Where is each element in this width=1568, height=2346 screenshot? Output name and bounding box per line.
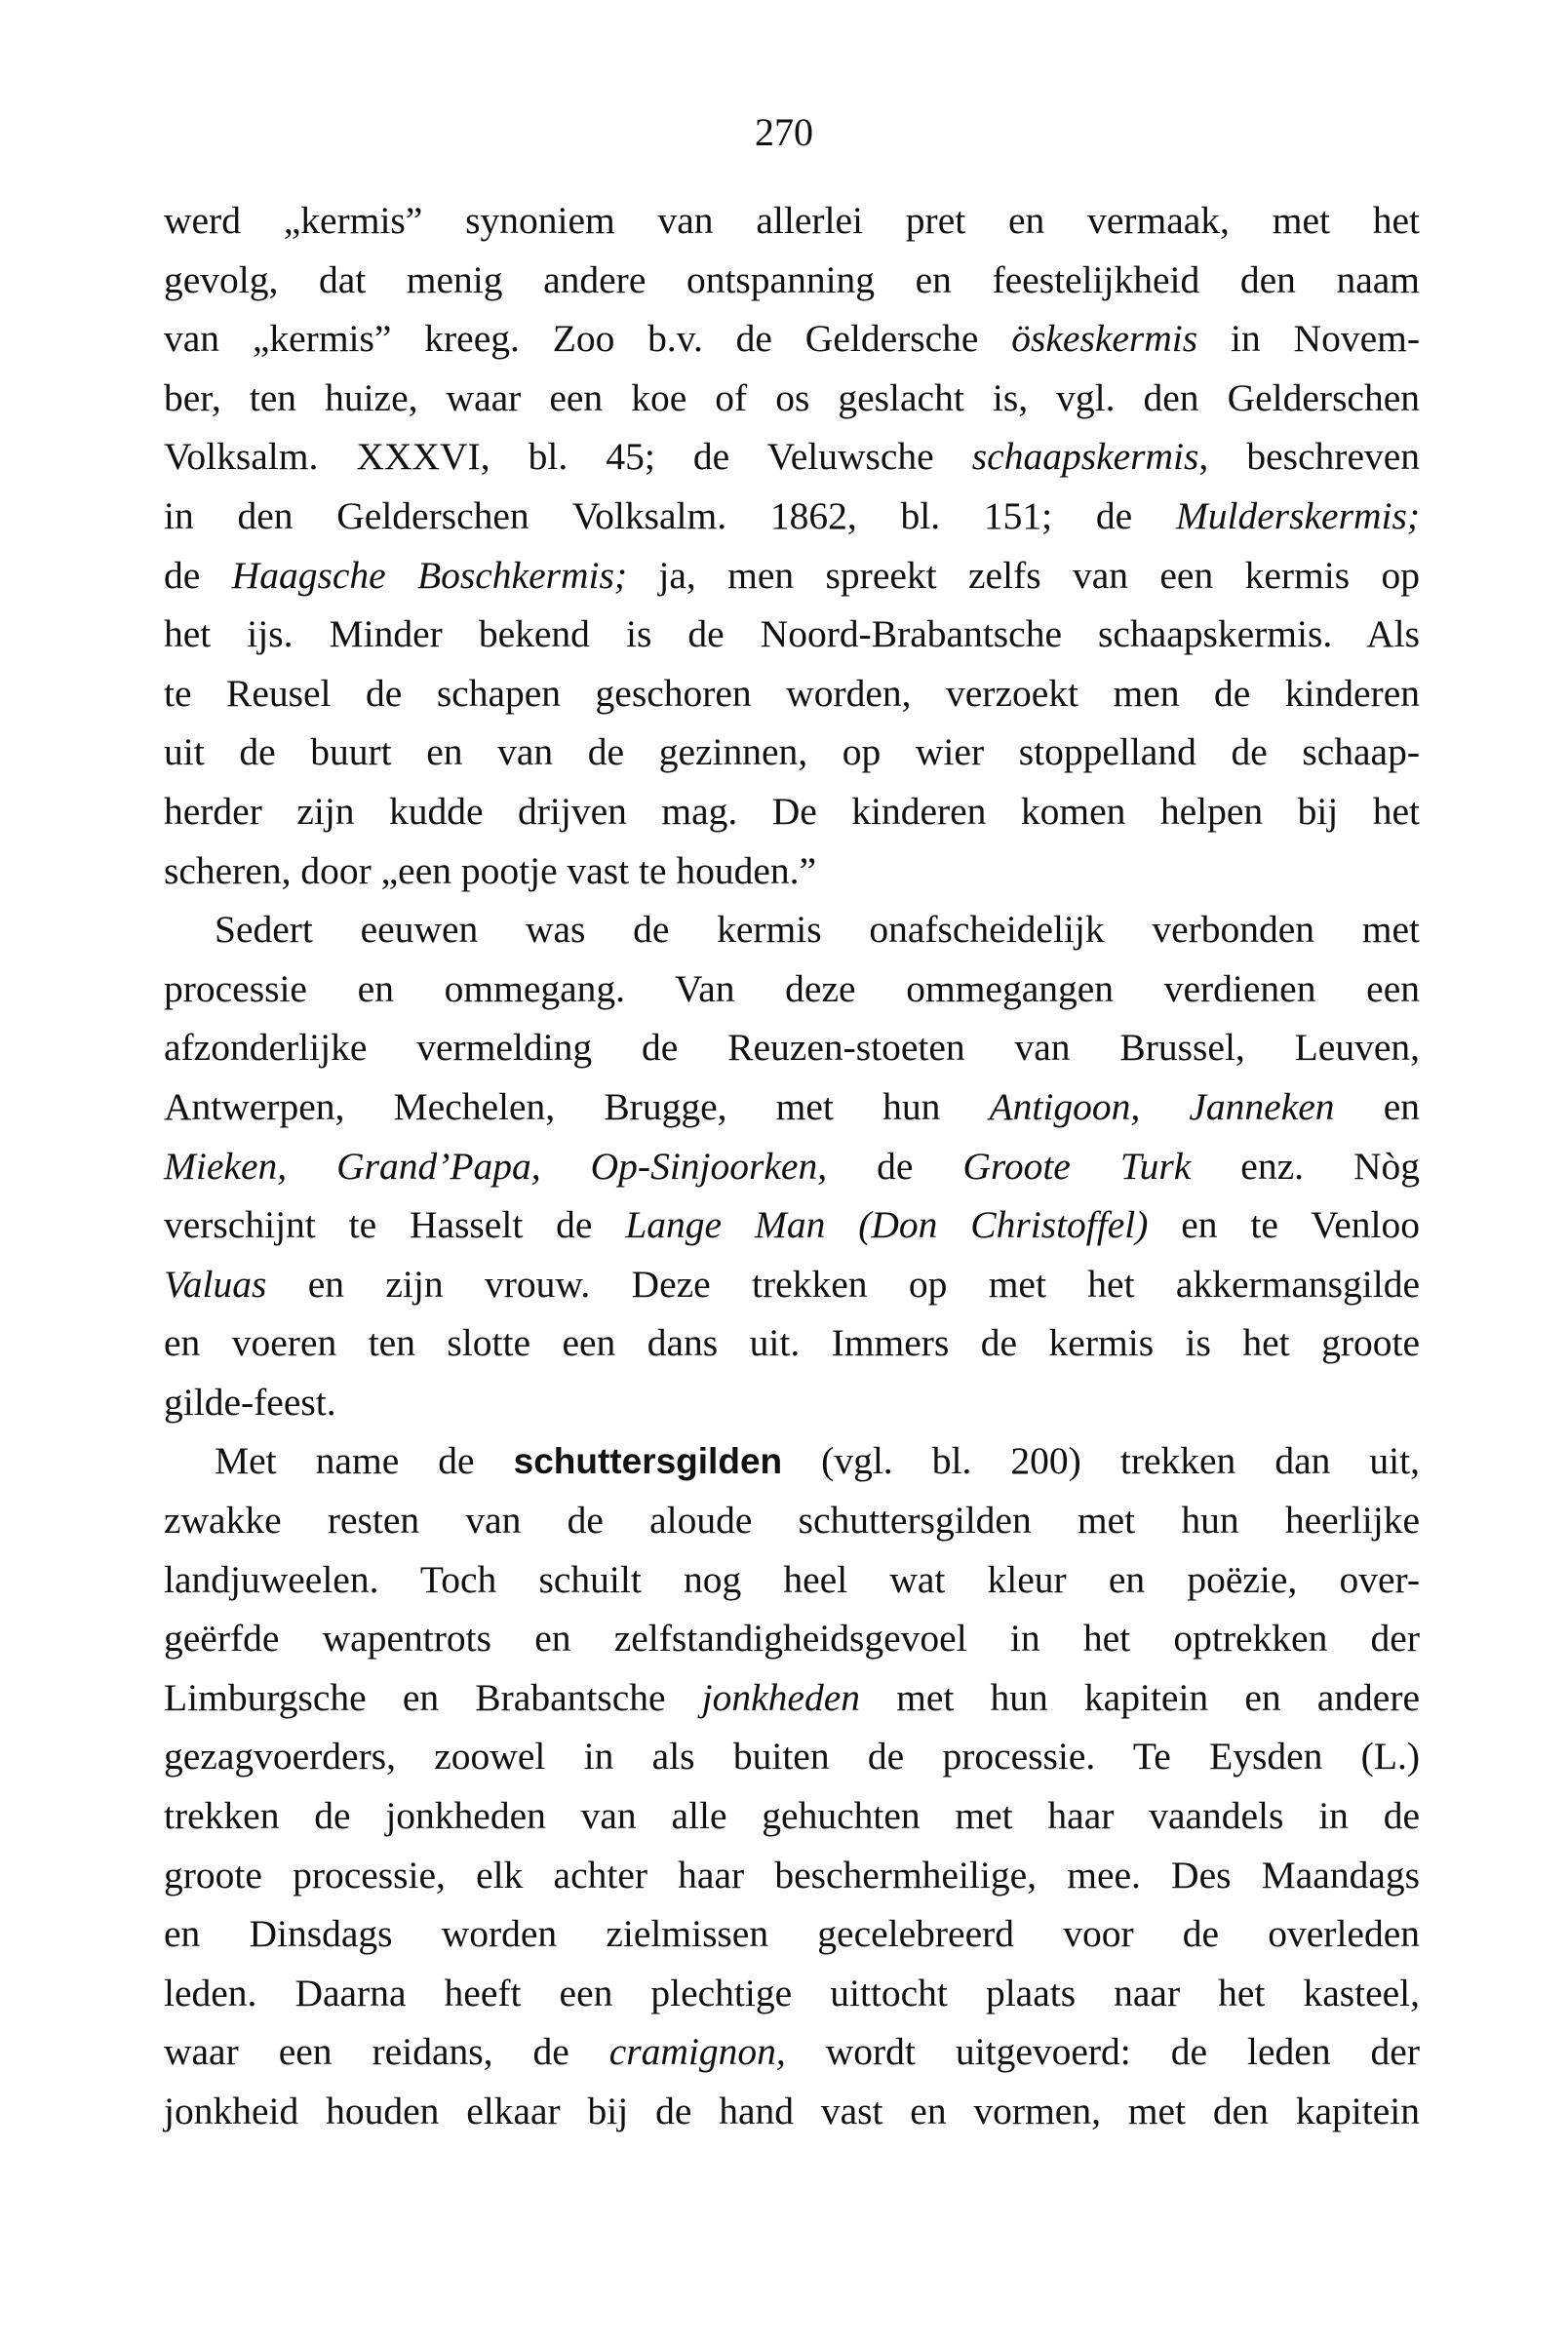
text-line — [164, 251, 1420, 310]
text-segment: en te Venloo — [1148, 1203, 1420, 1247]
italic-text: Mieken, Grand’Papa, Op-Sinjoorken, — [164, 1144, 828, 1188]
text-segment: de — [164, 553, 232, 597]
text-line — [164, 605, 1420, 664]
text-line — [164, 664, 1420, 723]
text-segment: te Reusel de schapen geschoren worden, verzoekt men de kinderen — [164, 671, 1420, 715]
text-line — [164, 369, 1420, 428]
text-line — [164, 1491, 1420, 1550]
italic-text: cramignon, — [608, 2030, 786, 2074]
text-line — [164, 1668, 1420, 1728]
text-line — [164, 900, 1420, 959]
text-line — [164, 546, 1420, 606]
text-segment: groote processie, elk achter haar beschermheilige, mee. Des Maandags — [164, 1853, 1420, 1896]
text-line — [164, 1550, 1420, 1610]
text-segment: Antwerpen, Mechelen, Brugge, met hun — [164, 1084, 990, 1128]
text-line — [164, 1255, 1420, 1314]
text-line — [164, 1609, 1420, 1668]
text-segment: het ijs. Minder bekend is de Noord-Brabantsche schaapskermis. Als — [164, 612, 1420, 656]
text-segment: (vgl. bl. 200) trekken dan uit, — [782, 1439, 1421, 1483]
text-segment: Volksalm. XXXVI, bl. 45; de Veluwsche — [164, 435, 972, 479]
text-segment: , beschreven — [1198, 435, 1421, 479]
text-line — [164, 782, 1420, 841]
text-line — [164, 1964, 1420, 2023]
text-segment: ber, ten huize, waar een koe of os geslacht is, vgl. den Gelderschen — [164, 375, 1420, 419]
text-line — [164, 841, 1420, 901]
text-segment: in den Gelderschen Volksalm. 1862, bl. 151; de — [164, 493, 1176, 537]
text-segment: waar een reidans, de — [164, 2030, 609, 2074]
text-segment: Limburgsche en Brabantsche — [164, 1675, 702, 1719]
italic-text: Groote Turk — [962, 1144, 1192, 1188]
text-segment: geërfde wapentrots en zelfstandigheidsgevoel in het optrekken der — [164, 1617, 1420, 1661]
text-segment: zwakke resten van de aloude schuttersgilden met hun heerlijke — [164, 1499, 1420, 1543]
text-line — [164, 1904, 1420, 1964]
text-line — [164, 427, 1420, 487]
text-segment: en zijn vrouw. Deze trekken op met het akkermansgilde — [266, 1262, 1420, 1306]
text-line — [164, 1727, 1420, 1786]
text-segment: en Dinsdags worden zielmissen gecelebreerd voor de overleden — [164, 1912, 1420, 1956]
italic-text: Mulderskermis; — [1175, 493, 1420, 537]
text-segment: met hun kapitein en andere — [860, 1675, 1421, 1719]
text-segment: processie en ommegang. Van deze ommegangen verdienen een — [164, 966, 1420, 1010]
text-line — [164, 1431, 1420, 1491]
italic-text: Lange Man (Don Christoffel) — [625, 1203, 1149, 1247]
text-line — [164, 723, 1420, 782]
text-segment: van „kermis” kreeg. Zoo b.v. de Geldersche — [164, 317, 1012, 361]
text-line — [164, 959, 1420, 1019]
text-line — [164, 1077, 1420, 1137]
text-line — [164, 487, 1420, 546]
text-segment: in Novem- — [1197, 317, 1420, 361]
text-line — [164, 191, 1420, 251]
bold-text: schuttersgilden — [513, 1441, 783, 1482]
text-segment: uit de buurt en van de gezinnen, op wier stoppelland de schaap- — [164, 730, 1420, 774]
italic-text: schaapskermis — [971, 435, 1199, 479]
italic-text: Antigoon, Janneken — [989, 1084, 1335, 1128]
text-line — [164, 309, 1420, 369]
text-line — [164, 1195, 1420, 1255]
text-line — [164, 1018, 1420, 1077]
text-segment: en — [1334, 1084, 1420, 1128]
text-line — [164, 1313, 1420, 1373]
text-segment: jonkheid houden elkaar bij de hand vast en vormen, met den kapitein — [164, 2090, 1420, 2132]
text-segment: verschijnt te Hasselt de — [164, 1203, 626, 1247]
text-line — [164, 1846, 1420, 1905]
text-segment: werd „kermis” synoniem van allerlei pret en vermaak, met het — [164, 199, 1420, 242]
body-text — [164, 191, 1420, 2141]
text-line — [164, 1373, 1420, 1432]
text-segment: gevolg, dat menig andere ontspanning en feestelijkheid den naam — [164, 257, 1420, 301]
text-segment: scheren, door „een pootje vast te houden.” — [164, 848, 817, 892]
text-segment: trekken de jonkheden van alle gehuchten met haar vaandels in de — [164, 1794, 1420, 1838]
italic-text: öskeskermis — [1011, 317, 1198, 361]
text-segment: leden. Daarna heeft een plechtige uittocht plaats naar het kasteel, — [164, 1971, 1420, 2014]
italic-text: Haagsche Boschkermis; — [231, 553, 628, 597]
text-line — [164, 1137, 1420, 1196]
text-segment: herder zijn kudde drijven mag. De kinderen komen helpen bij het — [164, 789, 1420, 833]
italic-text: Valuas — [164, 1262, 267, 1306]
text-segment: ja, men spreekt zelfs van een kermis op — [627, 553, 1420, 597]
text-segment: Sedert eeuwen was de kermis onafscheidelijk verbonden met — [215, 908, 1420, 952]
text-line — [164, 1786, 1420, 1846]
text-segment: en voeren ten slotte een dans uit. Immers de kermis is het groote — [164, 1321, 1420, 1365]
text-segment: de — [827, 1144, 963, 1188]
text-segment: enz. Nòg — [1191, 1144, 1420, 1188]
text-line — [164, 2022, 1420, 2082]
italic-text: jonkheden — [701, 1675, 860, 1719]
text-segment: Met name de — [215, 1439, 514, 1483]
text-line — [164, 2082, 1420, 2141]
text-segment: gezagvoerders, zoowel in als buiten de processie. Te Eysden (L.) — [164, 1735, 1420, 1779]
page-number: 270 — [755, 110, 813, 154]
text-segment: landjuweelen. Toch schuilt nog heel wat kleur en poëzie, over- — [164, 1557, 1420, 1601]
text-segment: afzonderlijke vermelding de Reuzen-stoeten van Brussel, Leuven, — [164, 1026, 1420, 1070]
text-segment: gilde-feest. — [164, 1380, 336, 1424]
text-segment: wordt uitgevoerd: de leden der — [785, 2030, 1420, 2074]
